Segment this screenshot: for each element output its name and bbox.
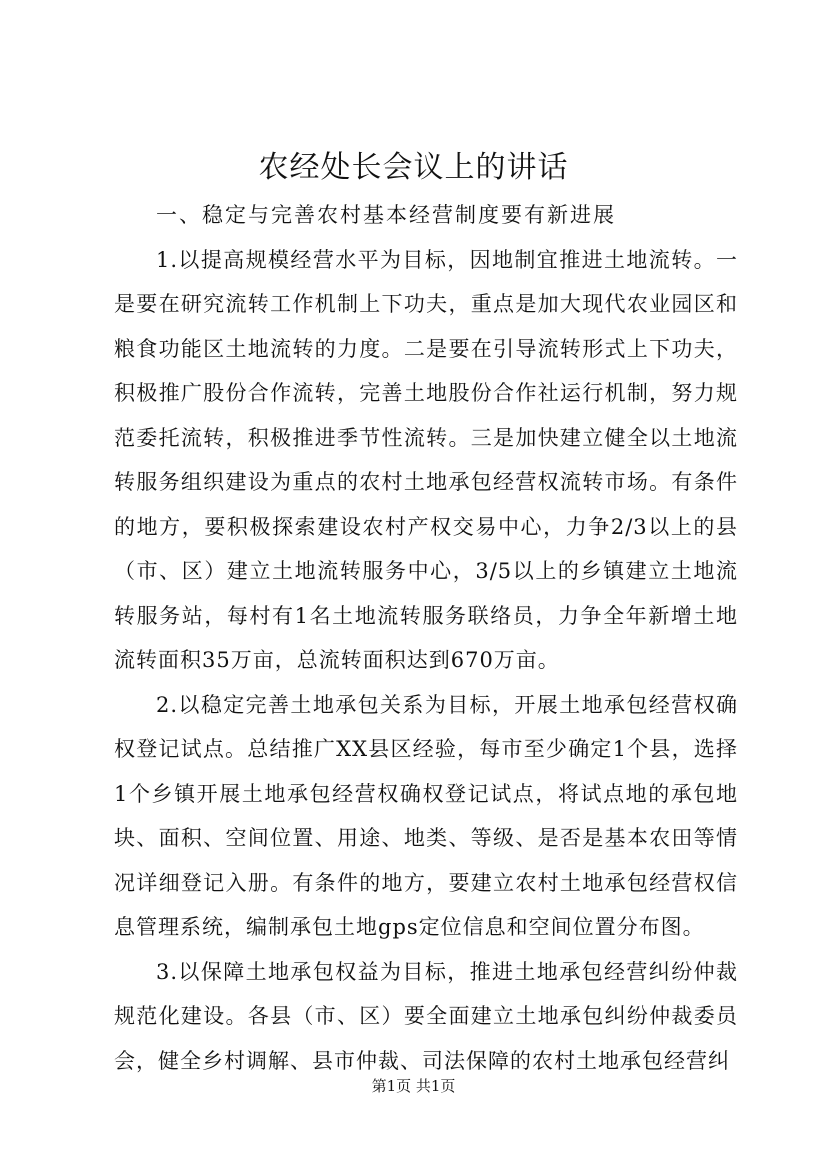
page-footer: 第1页 共1页	[371, 1077, 456, 1095]
paragraph-1: 1.以提高规模经营水平为目标，因地制宜推进土地流转。一是要在研究流转工作机制上下功夫，重点是加大现代农业园区和粮食功能区土地流转的力度。二是要在引导流转形式上下功夫，积极推广股份合作流转，完善土地股份合作社运行机制，努力规范委托流转，积极推进季节性流转。三是加快建立健全以土地流转服务组织建设为重点的农村土地承包经营权流转市场。有条件的地方，要积极探索建设农村产权交易中心，力争2/3以上的县（市、区）建立土地流转服务中心，3/5以上的乡镇建立土地流转服务站，每村有1名土地流转服务联络员，力争全年新增土地流转面积35万亩，总流转面积达到670万亩。	[114, 247, 738, 672]
document-body	[114, 193, 738, 1083]
paragraph-3: 3.以保障土地承包权益为目标，推进土地承包经营纠纷仲裁规范化建设。各县（市、区）要全面建立土地承包纠纷仲裁委员会，健全乡村调解、县市仲裁、司法保障的农村土地承包经营纠	[114, 959, 738, 1073]
document-title: 农经处长会议上的讲话	[258, 150, 569, 185]
paragraph-2: 2.以稳定完善土地承包关系为目标，开展土地承包经营权确权登记试点。总结推广XX县区经验，每市至少确定1个县，选择1个乡镇开展土地承包经营权确权登记试点，将试点地的承包地块、面积、空间位置、用途、地类、等级、是否是基本农田等情况详细登记入册。有条件的地方，要建立农村土地承包经营权信息管理系统，编制承包土地gps定位信息和空间位置分布图。	[114, 692, 738, 939]
section-heading: 一、稳定与完善农村基本经营制度要有新进展	[156, 203, 616, 227]
